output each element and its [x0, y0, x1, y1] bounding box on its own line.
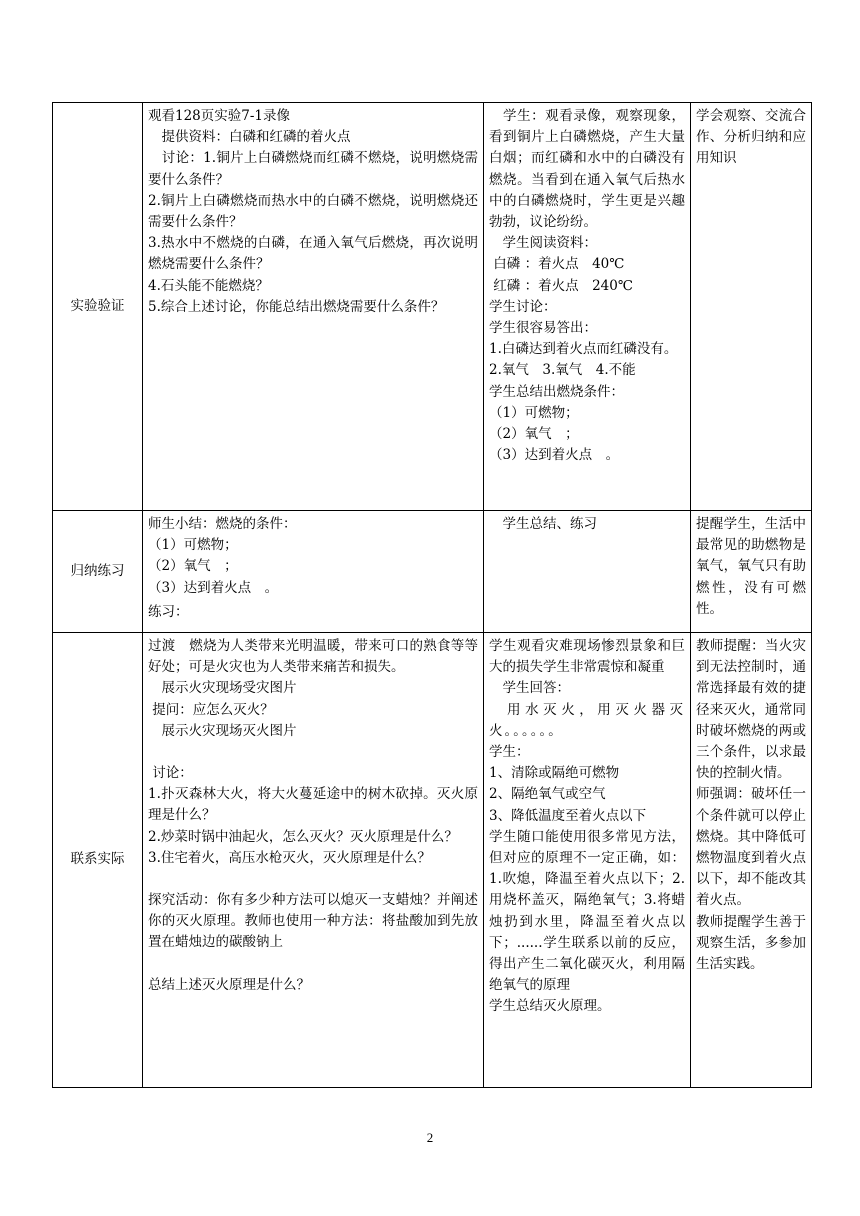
text-line: 学生阅读资料： [489, 235, 597, 252]
text-line: 学生总结、练习 [489, 516, 597, 532]
text-line: 2.氧气 3.氧气 4.不能 [489, 362, 636, 379]
text-line: 学生讨论： [489, 298, 557, 315]
stage-cell: 联系实际 [53, 633, 143, 1088]
text-line: 红磷 ：着火点 240℃ [489, 277, 633, 294]
student-activity-cell [484, 511, 691, 633]
text-line: 学生总结出燃烧条件： [489, 383, 624, 400]
text-line: （3）达到着火点 。 [489, 447, 620, 464]
text-line: 学生总结灭火原理。 [489, 998, 611, 1015]
text-line: 师强调：破坏任一个条件就可以停止燃烧。其中降低可燃物温度到着火点以下，却不能改其着火点。 [696, 786, 806, 909]
lesson-plan-table [52, 102, 812, 1088]
text-line: 5.综合上述讨论，你能总结出燃烧需要什么条件？ [148, 298, 445, 315]
text-line: 师生小结：燃烧的条件： [148, 516, 297, 532]
text-line: 学生回答： [489, 680, 570, 697]
text-line: 用水灭火，用灭火器灭火。。。。。。 [489, 701, 685, 739]
spacer [148, 869, 478, 890]
page-number: 2 [426, 1130, 434, 1145]
text-line: 3.住宅着火，高压水枪灭火，灭火原理是什么？ [148, 849, 431, 866]
text-line: 3、降低温度至着火点以下 [489, 807, 647, 824]
text-line: 2、隔绝氧气或空气 [489, 786, 606, 803]
table-row [53, 511, 812, 633]
teacher-activity-cell [143, 633, 484, 1088]
text-line: （3）达到着火点 。 [148, 579, 279, 596]
text-line: 4.石头能不能燃烧？ [148, 277, 269, 294]
text-line: 1.白磷达到着火点而红磷没有。 [489, 341, 678, 358]
design-intent-cell [691, 511, 812, 633]
text-line: 观看128页实验7-1录像 [148, 108, 291, 124]
text-line: 展示火灾现场灭火图片 [148, 722, 297, 739]
text-line: 提供资料：白磷和红磷的着火点 [148, 129, 351, 146]
text-line: （1）可燃物； [489, 404, 579, 421]
text-line: 教师提醒：当火灾到无法控制时，通常选择最有效的捷径来灭火，通常同时破坏燃烧的两或三个条件，以求最快的控制火情。 [696, 638, 806, 782]
stage-cell: 归纳练习 [53, 511, 143, 633]
design-intent-cell [691, 103, 812, 511]
text-line: 教师提醒学生善于观察生活，多参加生活实践。 [696, 913, 806, 973]
text-line: 展示火灾现场受灾图片 [148, 680, 297, 697]
text-line: 1.扑灭森林大火，将大火蔓延途中的树木砍掉。灭火原理是什么？ [148, 786, 478, 824]
text-line: 3.热水中不燃烧的白磷，在通入氧气后燃烧，再次说明燃烧需要什么条件？ [148, 235, 478, 273]
spacer [148, 742, 478, 763]
text-line: （2）氧气 ； [148, 558, 238, 575]
text-line: 提醒学生，生活中最常见的助燃物是氧气，氧气只有助燃性，没有可燃性。 [696, 516, 806, 617]
text-line: （2）氧气 ； [489, 426, 579, 443]
text-line: 1、清除或隔绝可燃物 [489, 765, 620, 782]
text-line: 白磷 ：着火点 40℃ [489, 256, 625, 273]
table-row [53, 103, 812, 511]
student-activity-cell [484, 633, 691, 1088]
text-line: 总结上述灭火原理是什么？ [148, 976, 310, 993]
spacer [148, 954, 478, 975]
text-line: 讨论：1.铜片上白磷燃烧而红磷不燃烧，说明燃烧需要什么条件？ [148, 150, 478, 188]
text-line: 学生随口能使用很多常见方法，但对应的原理不一定正确，如：1.吹熄，降温至着火点以下；2.用烧杯盖灭，隔绝氧气；3.将蜡烛扔到水里，降温至着火点以下；......学生联系以前的反应，得出产生二氧化碳灭火，利用隔绝氧气的原理 [489, 828, 685, 994]
student-activity-cell [484, 103, 691, 511]
table-row [53, 633, 812, 1088]
text-line: 练习： [148, 603, 189, 620]
text-line: 学生： [489, 744, 530, 761]
text-line: （1）可燃物； [148, 537, 238, 554]
text-line: 探究活动：你有多少种方法可以熄灭一支蜡烛？并阐述你的灭火原理。教师也使用一种方法：将盐酸加到先放置在蜡烛边的碳酸钠上 [148, 892, 478, 951]
text-line: 学会观察、交流合作、分析归纳和应用知识 [696, 108, 806, 167]
design-intent-cell [691, 633, 812, 1088]
teacher-activity-cell [143, 103, 484, 511]
text-line: 2.铜片上白磷燃烧而热水中的白磷不燃烧，说明燃烧还需要什么条件？ [148, 192, 478, 231]
text-line: 过渡 燃烧为人类带来光明温暖，带来可口的熟食等等好处；可是火灾也为人类带来痛苦和损失。 [148, 638, 478, 676]
teacher-activity-cell [143, 511, 484, 633]
text-line: 学生：观看录像，观察现象，看到铜片上白磷燃烧，产生大量白烟；而红磷和水中的白磷没有燃烧。当看到在通入氧气后热水中的白磷燃烧时，学生更是兴趣勃勃，议论纷纷。 [489, 108, 685, 231]
text-line: 讨论： [148, 765, 193, 782]
text-line: 2.炒菜时锅中油起火，怎么灭火？灭火原理是什么？ [148, 828, 458, 845]
stage-cell: 实验验证 [53, 103, 143, 511]
text-line: 提问：应怎么灭火？ [148, 701, 274, 718]
text-line: 学生很容易答出： [489, 320, 597, 337]
text-line: 学生观看灾难现场惨烈景象和巨大的损失学生非常震惊和凝重 [489, 638, 685, 676]
